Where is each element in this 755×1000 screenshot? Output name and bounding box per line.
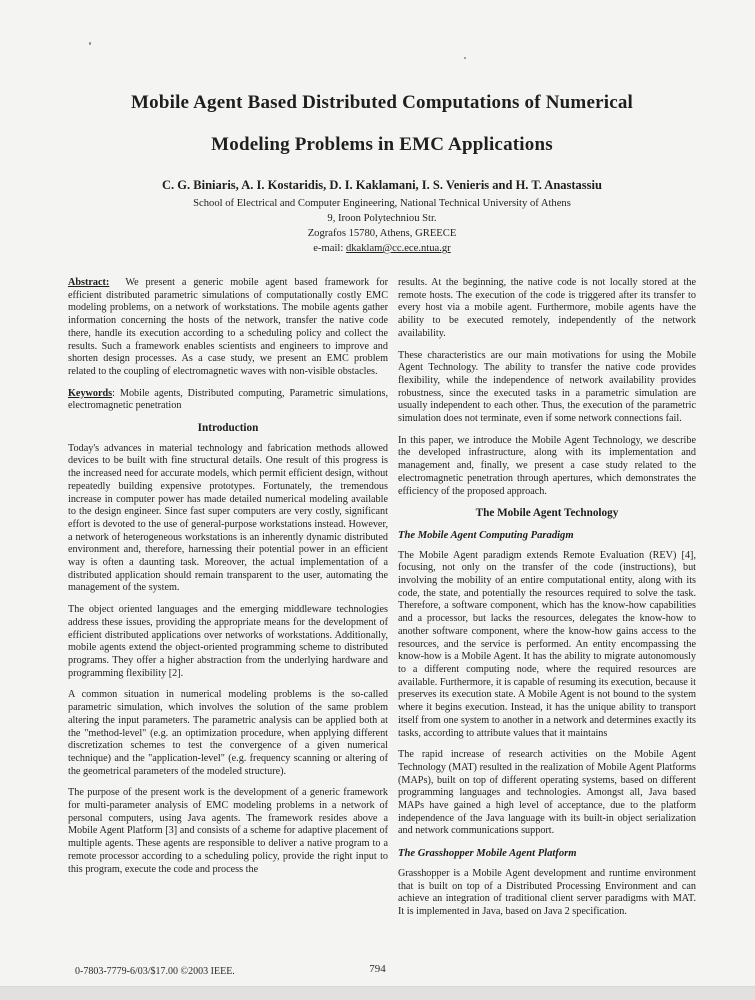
paragraph: In this paper, we introduce the Mobile Agent Technology, we describe the developed infrastructure, along with its implementation and management and, finally, we present a case study related to the electromagnetic penetration through apertures, which demonstrates the efficiency of the proposed approach.	[398, 434, 696, 497]
title-line-1: Mobile Agent Based Distributed Computations of Numerical	[130, 92, 634, 113]
footer-copyright: 0-7803-7779-6/03/$17.00 ©2003 IEEE.	[75, 966, 235, 977]
bottom-scan-edge	[0, 986, 755, 1000]
body-columns	[68, 277, 696, 928]
keywords-text: : Mobile agents, Distributed computing, Parametric simulations, electromagnetic penetration	[68, 387, 388, 412]
keywords-paragraph	[68, 388, 388, 413]
paragraph: The object oriented languages and the emerging middleware technologies address these issues, providing the appropriate means for the development of efficient distributed applications over networks of workstations. Additionally, mobile agents extend the object-oriented programming scheme to distributed programs. They offer a higher abstraction from the underlying hardware and programming flexibility [2].	[68, 604, 388, 679]
paragraph: Today's advances in material technology and fabrication methods allowed devices to be built with fine structural details. One result of this progress is the increased need for accurate models, which permit efficient design, without repeatedly building expensive prototypes. Fortunately, the tremendous increase in computer power has made detailed numerical modeling available to the design engineer. Since fast super computers are very costly, significant effort is devoted to the use of general-purpose workstations instead. However, a network of heterogeneous workstations is an inherently dynamic distributed environment and, therefore, harnessing their potential power in an efficient way is often a daunting task. Moreover, the actual implementation of a distributed application should remain transparent to the user, automating the management of the system.	[68, 442, 388, 594]
title-line-2: Modeling Problems in EMC Applications	[211, 134, 553, 155]
paragraph: results. At the beginning, the native code is not locally stored at the remote hosts. The execution of the code is triggered after its transfer to every host via a mobile agent. Furthermore, mobile agents have the ability to be executed remotely, independently of the network availability.	[398, 277, 696, 339]
paragraph: A common situation in numerical modeling problems is the so-called parametric simulation, which involves the solution of the same problem altering the input parameters. The parametric analysis can be applied both at the "method-level" (e.g. an optimization procedure, when applying different discretization schemes to test the convergence of a given numerical technique) and the "application-level" (e.g. frequency scanning or altering of the geometrical parameters of the modeled structure).	[68, 689, 388, 777]
paragraph: The rapid increase of research activities on the Mobile Agent Technology (MAT) resulted in the realization of Mobile Agent Platforms (MAPs), built on top of different operating systems, based on different programming languages and technologies. Amongst all, Java based MAPs have gained a high level of acceptance, due to the platform independence of the Java language with its built-in object serialization and network communications support.	[398, 749, 696, 837]
abstract-label: Abstract:	[68, 277, 110, 288]
subsection-heading-grasshopper-platform: The Grasshopper Mobile Agent Platform	[398, 848, 577, 860]
right-column	[398, 277, 696, 928]
paper-page	[68, 0, 696, 928]
paragraph: The purpose of the present work is the development of a generic framework for multi-parameter analysis of EMC modeling problems in a network of personal computers, using Java agents. The framework resides above a Mobile Agent Platform [3] and consists of a scheme for adaptive placement of multiple agents. These agents are responsible to deliver a native program to a remote processor according to a scheduling policy, provide the right input to this program, execute the code and process the	[68, 787, 388, 875]
keywords-label: Keywords	[68, 387, 113, 399]
paragraph: The Mobile Agent paradigm extends Remote Evaluation (REV) [4], focusing, not only on the transfer of the code (instructions), but involving the mobility of an entire computational entity, along with its code, the state, and potentially the resources required to solve the task. Therefore, a software component, which has the know-how capabilities and a processor, but lacks the resources, delegates the know-how to another software component, where the know-how gains access to the resources, and the service is performed. An entity encompassing the know-how is a Mobile Agent. It has the ability to migrate autonomously to a different computing node, where the required resources are available. Furthermore, it is capable of resuming its execution, because it preserves its execution state. A Mobile Agent is not bound to the system where it begins execution. Instead, it has the unique ability to transport itself from one system to another in a network and determines exactly its tasks, according to attribute values that it maintains	[398, 549, 696, 739]
left-column	[68, 277, 388, 928]
page-title	[68, 82, 696, 166]
affiliation-line: School of Electrical and Computer Engineering, National Technical University of Athens	[193, 198, 571, 209]
introduction-heading: Introduction	[197, 422, 259, 435]
paragraph: These characteristics are our main motivations for using the Mobile Agent Technology. The ability to transfer the native code provides flexibility, while the independence of network availability provides robustness, since the executed tasks in a parametric simulation are usually independent to each other. Thus, the execution of the parametric simulation does not terminate, even if some network connections fail.	[398, 349, 696, 425]
address-line-2: Zografos 15780, Athens, GREECE	[307, 228, 457, 239]
abstract-paragraph	[68, 277, 388, 379]
subsection-heading-computing-paradigm: The Mobile Agent Computing Paradigm	[398, 529, 574, 541]
page-number: 794	[369, 963, 386, 975]
email-line	[68, 241, 696, 256]
email-link[interactable]: dkaklam@cc.ece.ntua.gr	[345, 243, 451, 254]
paragraph: Grasshopper is a Mobile Agent development and runtime environment that is built on top of a Distributed Processing Environment and can achieve an integration of traditional client server paradigms with MAT. It is implemented in Java, based on Java 2 specification.	[398, 867, 696, 917]
abstract-text: We present a generic mobile agent based framework for efficient distributed parametric simulations of computationally costly EMC modeling problems, on a network of workstations. The mobile agents gather information concerning the hosts of the network, transfer the native code there, handle its execution according to a scheduling policy and collect the results. Such a framework enables scientists and engineers to improve and shorten design processes. As a case study, we present an EMC problem related to the coupling of electromagnetic waves with non-visible obstacles.	[68, 277, 388, 377]
authors-line: C. G. Biniaris, A. I. Kostaridis, D. I. Kaklamani, I. S. Venieris and H. T. Anastassiu	[162, 178, 602, 192]
section-heading-mobile-agent-technology: The Mobile Agent Technology	[475, 507, 619, 520]
email-label: e-mail:	[313, 243, 346, 254]
address-line-1: 9, Iroon Polytechniou Str.	[327, 213, 437, 224]
